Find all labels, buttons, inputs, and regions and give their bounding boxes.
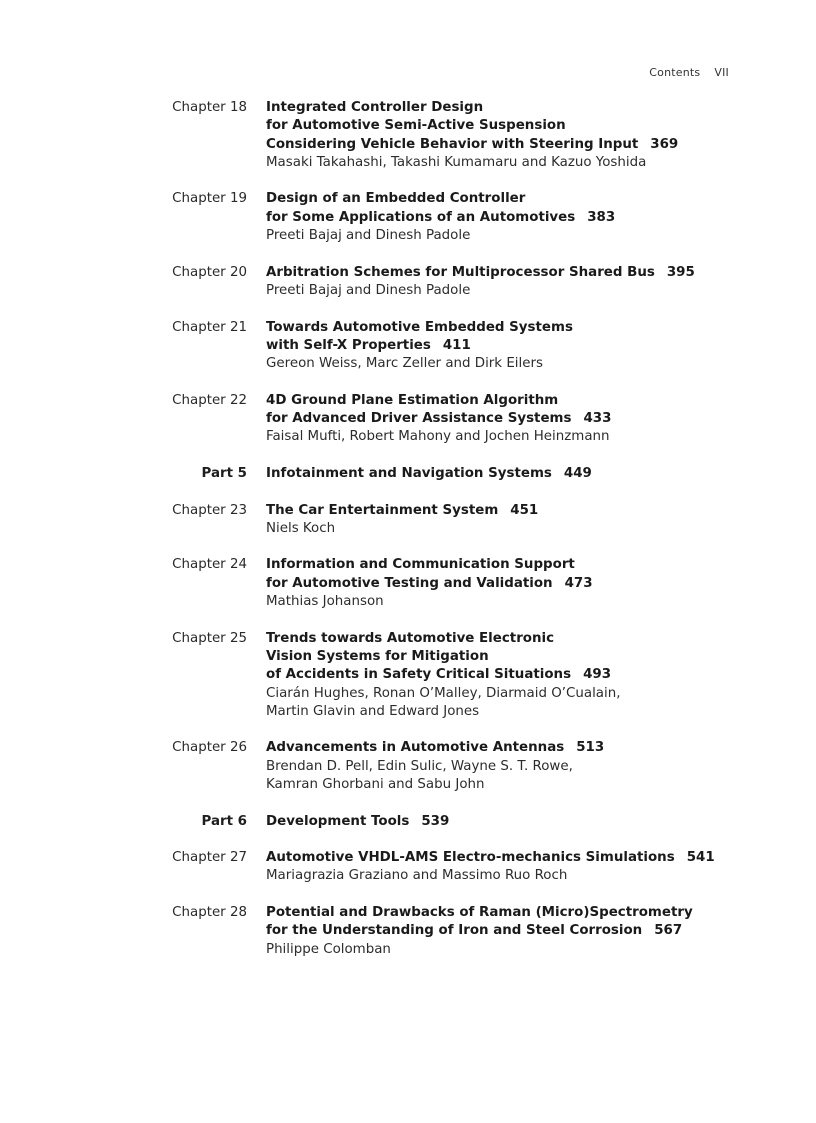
toc-entry-chapter-22[interactable] (0, 392, 816, 447)
entry-authors: Ciarán Hughes, Ronan O’Malley, Diarmaid O’Cualain, (266, 685, 621, 701)
entry-title-line: Information and Communication Support (266, 557, 575, 573)
entry-page-number: 541 (686, 850, 715, 866)
entry-label: Chapter 21 (172, 319, 247, 335)
running-header-section: Contents (649, 66, 701, 79)
entry-authors: Gereon Weiss, Marc Zeller and Dirk Eilers (266, 356, 543, 372)
entry-title-text: for the Understanding of Iron and Steel Corrosion (266, 923, 643, 939)
toc-entry-chapter-23[interactable] (0, 502, 816, 539)
entry-title-line (266, 465, 816, 483)
entry-title-line (266, 136, 816, 154)
entry-title-text: for Advanced Driver Assistance Systems (266, 411, 572, 427)
table-of-contents (0, 99, 816, 959)
entry-page-number: 539 (421, 813, 450, 829)
entry-title-line (266, 813, 816, 831)
part-label: Part 6 (201, 813, 247, 829)
entry-title-text: The Car Entertainment System (266, 502, 499, 518)
entry-title-line (266, 575, 816, 593)
entry-label: Chapter 28 (172, 905, 247, 921)
toc-entry-part-6[interactable] (0, 813, 816, 831)
toc-entry-chapter-28[interactable] (0, 904, 816, 959)
toc-entry-chapter-26[interactable] (0, 739, 816, 794)
entry-title-line (266, 849, 816, 867)
entry-title-line (266, 502, 816, 520)
entry-authors: Masaki Takahashi, Takashi Kumamaru and Kazuo Yoshida (266, 154, 647, 170)
running-header (649, 66, 729, 79)
toc-entry-chapter-20[interactable] (0, 264, 816, 301)
toc-entry-chapter-25[interactable] (0, 630, 816, 721)
entry-title-line: Trends towards Automotive Electronic (266, 630, 555, 646)
entry-authors: Niels Koch (266, 520, 336, 536)
entry-title-line: Towards Automotive Embedded Systems (266, 319, 573, 335)
toc-entry-chapter-18[interactable] (0, 99, 816, 172)
entry-title-text: for Automotive Testing and Validation (266, 575, 553, 591)
entry-title-line (266, 410, 816, 428)
entry-label: Chapter 23 (172, 502, 247, 518)
entry-title-text: for Some Applications of an Automotives (266, 209, 576, 225)
entry-authors: Philippe Colomban (266, 941, 391, 957)
entry-label: Chapter 25 (172, 630, 247, 646)
entry-title-line: Vision Systems for Mitigation (266, 648, 489, 664)
entry-title-text: Arbitration Schemes for Multiprocessor Shared Bus (266, 264, 655, 280)
entry-authors: Faisal Mufti, Robert Mahony and Jochen Heinzmann (266, 429, 610, 445)
entry-label: Chapter 22 (172, 392, 247, 408)
entry-authors: Kamran Ghorbani and Sabu John (266, 776, 485, 792)
entry-title-text: Advancements in Automotive Antennas (266, 740, 565, 756)
entry-label: Chapter 19 (172, 191, 247, 207)
entry-authors: Preeti Bajaj and Dinesh Padole (266, 282, 471, 298)
entry-page-number: 449 (563, 465, 592, 481)
toc-entry-chapter-24[interactable] (0, 556, 816, 611)
entry-page-number: 411 (442, 337, 471, 353)
entry-authors: Mariagrazia Graziano and Massimo Ruo Roch (266, 868, 568, 884)
entry-label: Chapter 24 (172, 557, 247, 573)
entry-title-line (266, 666, 816, 684)
entry-title-line: for Automotive Semi-Active Suspension (266, 118, 566, 134)
entry-authors: Brendan D. Pell, Edin Sulic, Wayne S. T. Rowe, (266, 758, 573, 774)
entry-title-line (266, 264, 816, 282)
entry-title-line (266, 209, 816, 227)
toc-entry-chapter-27[interactable] (0, 849, 816, 886)
entry-title-text: Infotainment and Navigation Systems (266, 465, 552, 481)
entry-page-number: 473 (564, 575, 593, 591)
entry-page-number: 433 (583, 411, 612, 427)
entry-authors: Mathias Johanson (266, 594, 384, 610)
entry-page-number: 369 (650, 136, 679, 152)
entry-label: Chapter 20 (172, 264, 247, 280)
entry-page-number: 493 (583, 667, 612, 683)
entry-label: Chapter 27 (172, 850, 247, 866)
entry-authors: Preeti Bajaj and Dinesh Padole (266, 228, 471, 244)
entry-authors: Martin Glavin and Edward Jones (266, 703, 480, 719)
part-label: Part 5 (201, 465, 247, 481)
running-header-page-number: VII (714, 66, 729, 79)
entry-page-number: 513 (576, 740, 605, 756)
entry-label: Chapter 26 (172, 740, 247, 756)
entry-page-number: 451 (510, 502, 539, 518)
entry-title-line: Potential and Drawbacks of Raman (Micro)Spectrometry (266, 905, 693, 921)
entry-page-number: 395 (666, 264, 695, 280)
entry-title-text: Development Tools (266, 813, 410, 829)
toc-entry-chapter-21[interactable] (0, 319, 816, 374)
toc-entry-part-5[interactable] (0, 465, 816, 483)
entry-title-line: Design of an Embedded Controller (266, 191, 526, 207)
entry-title-line (266, 739, 816, 757)
entry-page-number: 567 (654, 923, 683, 939)
entry-page-number: 383 (587, 209, 616, 225)
entry-title-line: 4D Ground Plane Estimation Algorithm (266, 392, 559, 408)
entry-title-text: with Self-X Properties (266, 337, 431, 353)
entry-title-line: Integrated Controller Design (266, 100, 484, 115)
toc-entry-chapter-19[interactable] (0, 190, 816, 245)
entry-title-line (266, 922, 816, 940)
entry-label: Chapter 18 (172, 100, 247, 115)
entry-title-line (266, 337, 816, 355)
entry-title-text: of Accidents in Safety Critical Situations (266, 667, 572, 683)
entry-title-text: Automotive VHDL-AMS Electro-mechanics Simulations (266, 850, 675, 866)
entry-title-text: Considering Vehicle Behavior with Steering Input (266, 136, 639, 152)
